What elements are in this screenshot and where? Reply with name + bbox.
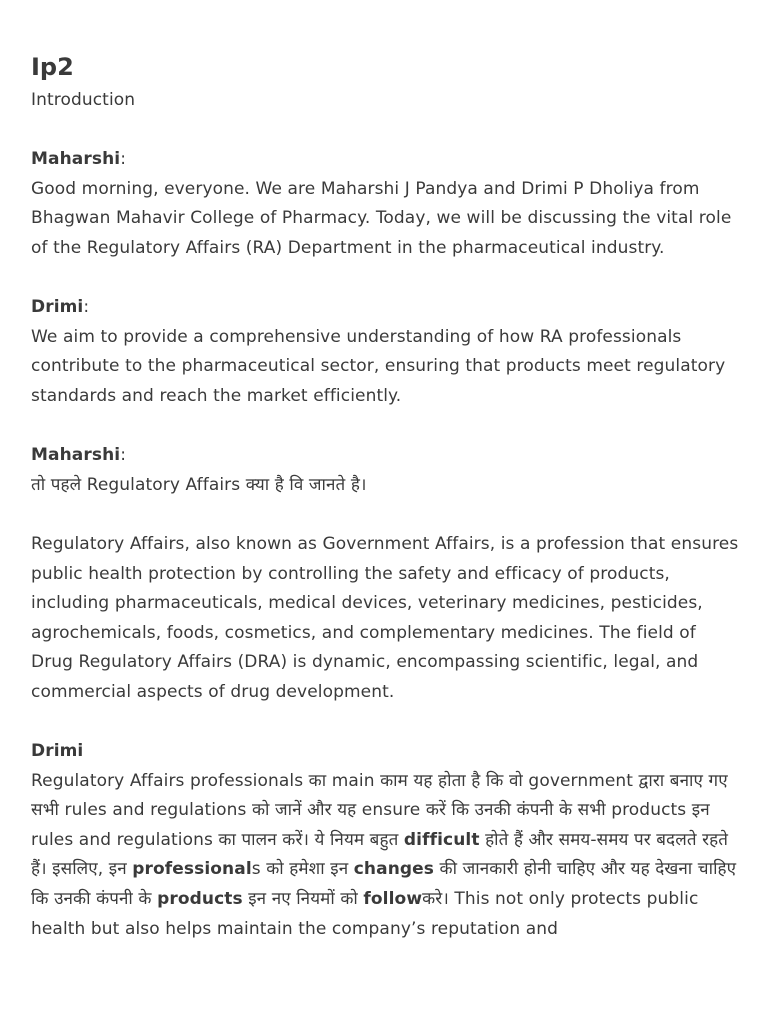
dialogue-paragraph: We aim to provide a comprehensive understanding of how RA professionals contribute to the pharmaceutical sector, ensuring that products meet regulatory standards and reach the market efficiently. bbox=[31, 326, 726, 406]
speaker-label bbox=[31, 145, 743, 175]
text-run: s को हमेशा इन bbox=[251, 859, 354, 880]
bold-term: products bbox=[157, 889, 243, 910]
speaker-colon: : bbox=[120, 445, 127, 466]
speaker-label bbox=[31, 293, 743, 323]
paragraph-gap bbox=[31, 412, 743, 442]
text-run: इन नए नियमों को bbox=[242, 889, 364, 910]
speaker-label bbox=[31, 441, 743, 471]
text-run: की जानकारी होनी चाहिए और यह देखना चाहिए कि उनकी कंपनी के bbox=[31, 859, 737, 910]
bold-term: follow bbox=[363, 889, 423, 910]
paragraph-gap bbox=[31, 500, 743, 530]
speaker-name: Drimi bbox=[31, 741, 84, 762]
speaker-colon: : bbox=[120, 149, 127, 170]
bold-term: changes bbox=[353, 859, 435, 880]
speaker-label bbox=[31, 737, 743, 767]
text-run: करे। This not only protects public health but also helps maintain the company’s reputation and bbox=[31, 889, 699, 939]
document-body bbox=[31, 86, 743, 944]
speaker-name: Maharshi bbox=[31, 149, 121, 170]
speaker-name: Maharshi bbox=[31, 445, 121, 466]
speaker-name: Drimi bbox=[31, 297, 84, 318]
definition-paragraph: Regulatory Affairs, also known as Government Affairs, is a profession that ensures public health protection by controlling the safety and efficacy of products, including pharmaceuticals, medical devices, veterinary medicines, pesticides, agrochemicals, foods, cosmetics, and complementary medicines. The field of Drug Regulatory Affairs (DRA) is dynamic, encompassing scientific, legal, and commercial aspects of drug development. bbox=[31, 533, 739, 702]
paragraph-gap bbox=[31, 116, 743, 146]
document-title: Ip2 bbox=[31, 53, 74, 81]
section-heading: Introduction bbox=[31, 90, 136, 110]
bold-term: professional bbox=[132, 859, 252, 880]
dialogue-paragraph-mixed bbox=[31, 767, 743, 945]
dialogue-paragraph: Good morning, everyone. We are Maharshi J Pandya and Drimi P Dholiya from Bhagwan Mahavir College of Pharmacy. Today, we will be discussing the vital role of the Regulatory Affairs (RA) Department in the pharmaceutical industry. bbox=[31, 178, 732, 258]
paragraph-gap bbox=[31, 264, 743, 294]
text-run: होते हैं और समय-समय पर बदलते रहते हैं। इसलिए, इन bbox=[31, 829, 729, 880]
bold-term: difficult bbox=[403, 829, 480, 850]
dialogue-paragraph: तो पहले Regulatory Affairs क्या है वि जानते है। bbox=[31, 474, 367, 495]
paragraph-gap bbox=[31, 707, 743, 737]
text-run: Regulatory Affairs professionals का main काम यह होता है कि वो government द्वारा बनाए गए सभी rules and regulations को जानें और यह ensure करें कि उनकी कंपनी के सभी products इन rules and regulations का पालन करें। ये नियम बहुत bbox=[31, 770, 728, 850]
speaker-colon: : bbox=[83, 297, 90, 318]
